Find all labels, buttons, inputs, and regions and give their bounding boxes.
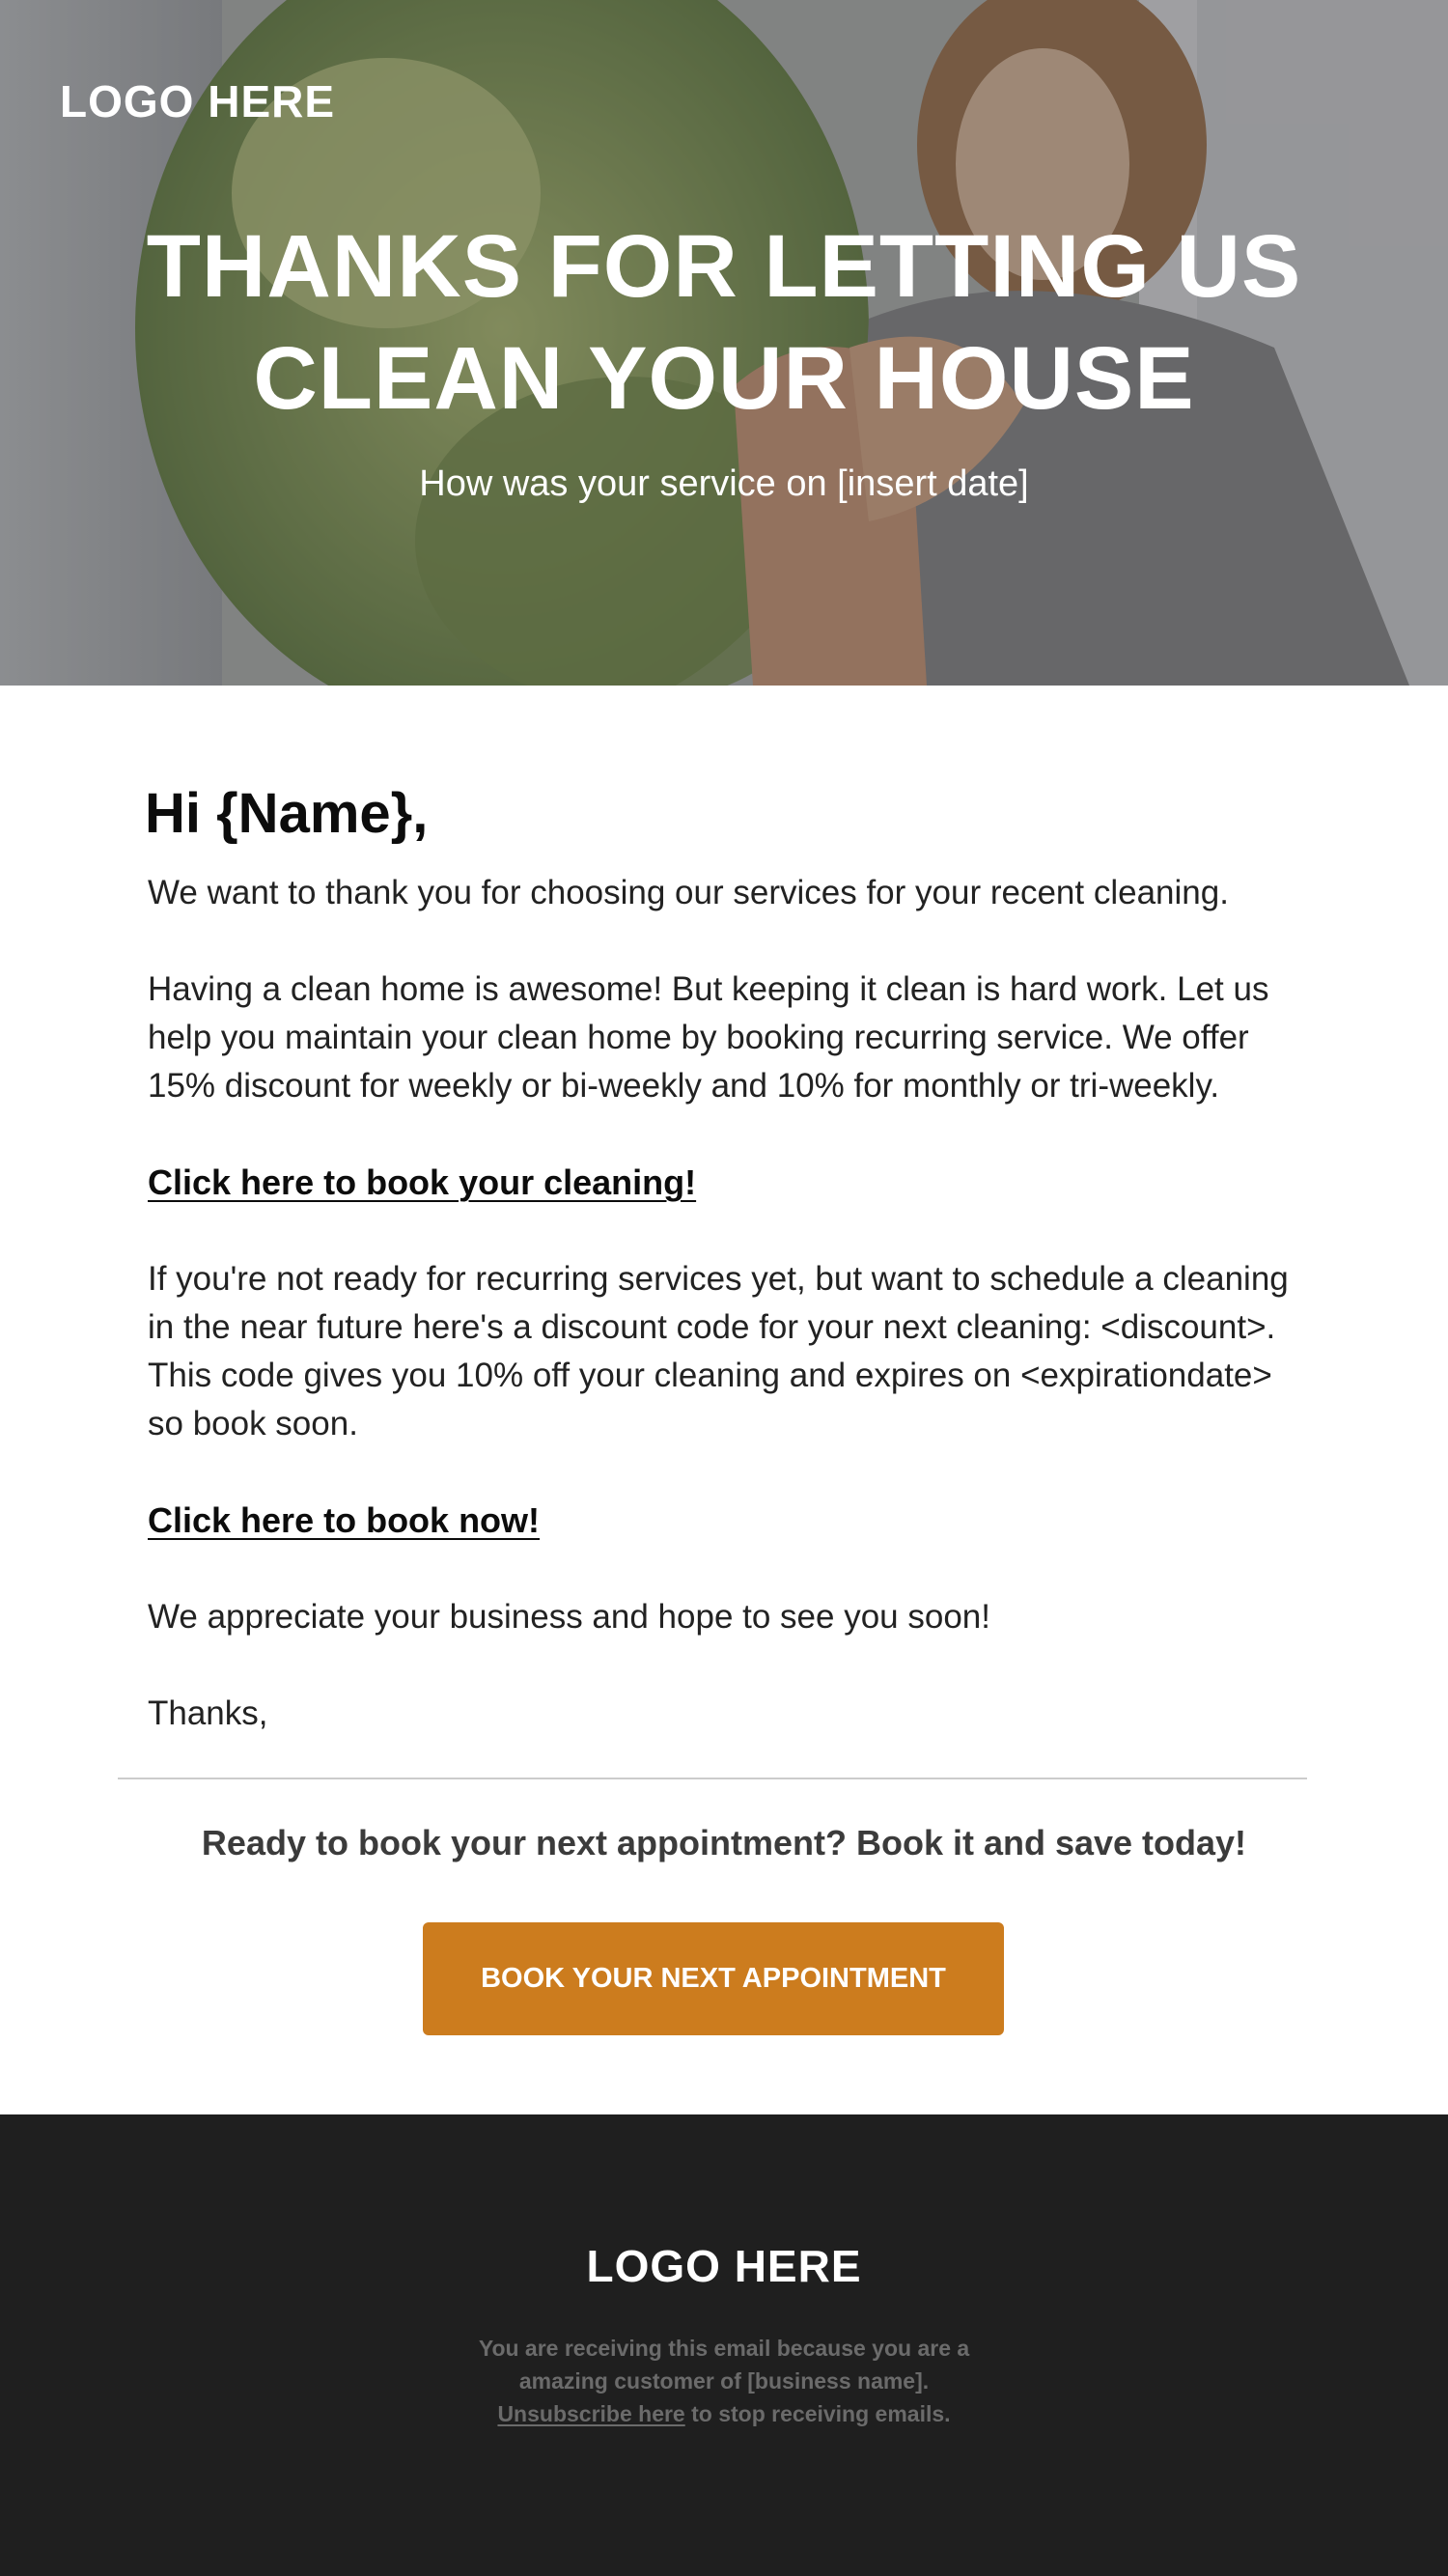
paragraph-thanks: We want to thank you for choosing our services for your recent cleaning. bbox=[148, 874, 1229, 911]
paragraph-recurring: Having a clean home is awesome! But keeping it clean is hard work. Let us help you maintain your clean home by booking recurring service. We offer 15% discount for weekly or bi-weekly and 10% for monthly or tri-weekly. bbox=[148, 970, 1269, 1105]
footer-line3-rest: to stop receiving emails. bbox=[684, 2401, 951, 2426]
footer-logo: LOGO HERE bbox=[586, 2241, 862, 2291]
hero-banner bbox=[0, 0, 1448, 686]
book-appointment-button[interactable]: BOOK YOUR NEXT APPOINTMENT bbox=[423, 1922, 1004, 2035]
hero-title bbox=[0, 210, 1448, 434]
unsubscribe-link[interactable]: Unsubscribe here bbox=[497, 2401, 685, 2426]
greeting: Hi {Name}, bbox=[145, 782, 429, 845]
signoff: Thanks, bbox=[148, 1694, 268, 1732]
footer-disclaimer bbox=[0, 2332, 1448, 2430]
cta-text: Ready to book your next appointment? Book it and save today! bbox=[201, 1823, 1247, 1862]
footer-line2: amazing customer of [business name]. bbox=[518, 2368, 930, 2394]
footer-line3 bbox=[0, 2397, 1448, 2430]
paragraph-discount: If you're not ready for recurring services yet, but want to schedule a cleaning in the near future here's a discount code for your next cleaning: <discount>. This code gives you 10% off your cleaning and expires on <expirationdate> so book soon. bbox=[148, 1260, 1289, 1442]
email-body bbox=[0, 686, 1306, 1738]
book-now-link[interactable]: Click here to book now! bbox=[148, 1500, 541, 1540]
footer bbox=[0, 2114, 1448, 2576]
hero-title-line1: THANKS FOR LETTING US bbox=[146, 217, 1302, 316]
hero-subtitle: How was your service on [insert date] bbox=[419, 463, 1029, 504]
footer-line1: You are receiving this email because you are a bbox=[478, 2336, 970, 2361]
book-cleaning-link[interactable]: Click here to book your cleaning! bbox=[148, 1162, 697, 1202]
paragraph-appreciate: We appreciate your business and hope to see you soon! bbox=[148, 1598, 990, 1636]
divider bbox=[118, 1778, 1307, 1779]
logo: LOGO HERE bbox=[60, 76, 336, 126]
hero-title-line2: CLEAN YOUR HOUSE bbox=[253, 329, 1195, 428]
